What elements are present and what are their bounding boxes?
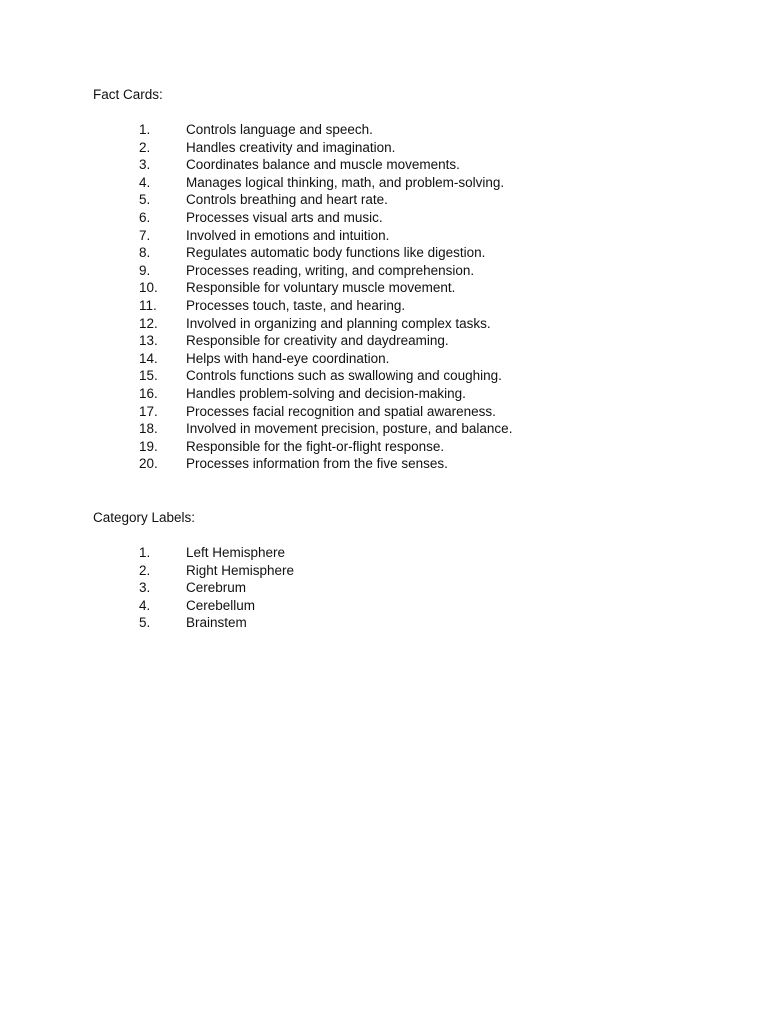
list-item-number: 19. xyxy=(139,438,158,454)
list-item-text: Processes visual arts and music. xyxy=(186,209,383,225)
list-item-number: 2. xyxy=(139,139,151,155)
list-item-number: 10. xyxy=(139,280,158,296)
list-item-number: 4. xyxy=(139,174,151,190)
list-item-number: 3. xyxy=(139,580,151,596)
list-item-number: 3. xyxy=(139,157,151,173)
list-item-number: 5. xyxy=(139,192,151,208)
list-item-text: Coordinates balance and muscle movements. xyxy=(186,157,460,173)
list-item-number: 6. xyxy=(139,209,151,225)
list-item-number: 1. xyxy=(139,122,151,137)
list-item-number: 18. xyxy=(139,421,158,437)
list-item-text: Responsible for creativity and daydreaming. xyxy=(186,333,449,349)
list-item-text: Handles creativity and imagination. xyxy=(186,139,396,155)
list-item-number: 4. xyxy=(139,597,151,613)
list-item-number: 11. xyxy=(139,297,157,313)
list-item-text: Involved in emotions and intuition. xyxy=(186,227,390,243)
list-item-number: 2. xyxy=(139,562,151,578)
list-item-text: Processes reading, writing, and comprehension. xyxy=(186,262,475,278)
list-item-number: 13. xyxy=(139,333,158,349)
list-item-number: 20. xyxy=(139,456,158,472)
list-item-text: Controls functions such as swallowing and coughing. xyxy=(186,368,502,384)
list-item-number: 9. xyxy=(139,262,151,278)
list-item-text: Regulates automatic body functions like digestion. xyxy=(186,245,486,261)
list-item-text: Controls language and speech. xyxy=(186,122,373,137)
list-item-text: Processes information from the five senses. xyxy=(186,456,448,472)
list-item-number: 15. xyxy=(139,368,158,384)
list-item-text: Cerebellum xyxy=(186,597,256,613)
list-item-number: 7. xyxy=(139,227,151,243)
list-item-text: Right Hemisphere xyxy=(186,562,295,578)
list-item-number: 5. xyxy=(139,615,151,631)
fact-cards-heading: Fact Cards: xyxy=(93,87,163,102)
list-item-text: Involved in movement precision, posture, and balance. xyxy=(186,421,513,437)
list-item-text: Cerebrum xyxy=(186,580,247,596)
list-item-number: 8. xyxy=(139,245,151,261)
list-item-text: Involved in organizing and planning complex tasks. xyxy=(186,315,491,331)
list-item-text: Helps with hand-eye coordination. xyxy=(186,350,390,366)
list-item-number: 14. xyxy=(139,350,158,366)
list-item-text: Manages logical thinking, math, and problem-solving. xyxy=(186,174,505,190)
category-labels-heading: Category Labels: xyxy=(93,510,196,525)
list-item-text: Controls breathing and heart rate. xyxy=(186,192,388,208)
list-item-number: 12. xyxy=(139,315,158,331)
list-item-number: 16. xyxy=(139,385,158,401)
list-item-text: Processes touch, taste, and hearing. xyxy=(186,297,406,313)
list-item-text: Brainstem xyxy=(186,615,247,631)
list-item-number: 1. xyxy=(139,545,151,560)
list-item-number: 17. xyxy=(139,403,158,419)
list-item-text: Left Hemisphere xyxy=(186,545,286,560)
list-item-text: Handles problem-solving and decision-making. xyxy=(186,385,466,401)
list-item-text: Processes facial recognition and spatial awareness. xyxy=(186,403,496,419)
list-item-text: Responsible for the fight-or-flight response. xyxy=(186,438,445,454)
list-item-text: Responsible for voluntary muscle movement. xyxy=(186,280,456,296)
